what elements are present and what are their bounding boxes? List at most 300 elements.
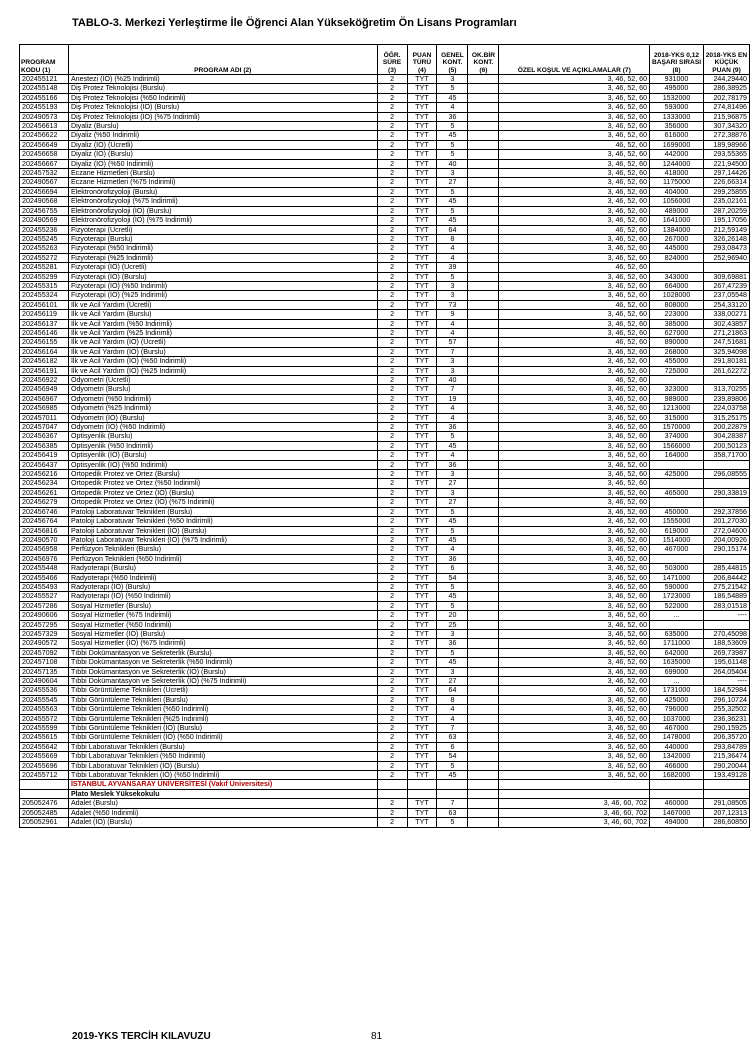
cell-okbir-quota: [468, 84, 499, 93]
cell-general-quota: 19: [437, 394, 468, 403]
cell-score-type: TYT: [407, 733, 437, 742]
cell-conditions: 3, 46, 52, 60: [499, 620, 650, 629]
cell-conditions: 3, 46, 52, 60: [499, 498, 650, 507]
cell-okbir-quota: [468, 686, 499, 695]
cell-program-name: Elektronörofizyoloji (İÖ) (Burslu): [68, 206, 377, 215]
cell-score-type: TYT: [407, 601, 437, 610]
cell-program-code: 202455527: [20, 592, 69, 601]
cell-score-type: TYT: [407, 658, 437, 667]
cell-conditions: 3, 46, 52, 60: [499, 197, 650, 206]
cell-program-code: 202490568: [20, 197, 69, 206]
cell-success-rank: 467000: [650, 545, 704, 554]
cell-min-score: 358,71700: [703, 451, 749, 460]
cell-duration: 2: [377, 178, 407, 187]
table-row: [20, 131, 750, 140]
cell-duration: 2: [377, 761, 407, 770]
university-heading-row: [20, 780, 750, 789]
cell-conditions: 3, 46, 52, 60: [499, 234, 650, 243]
cell-conditions: 3, 46, 52, 60: [499, 771, 650, 780]
cell-duration: 2: [377, 103, 407, 112]
cell-program-code: 202490572: [20, 639, 69, 648]
cell-okbir-quota: [468, 112, 499, 121]
cell-general-quota: 5: [437, 84, 468, 93]
cell-general-quota: 5: [437, 206, 468, 215]
table-row: [20, 667, 750, 676]
cell-conditions: 3, 46, 52, 60: [499, 488, 650, 497]
cell-program-name: Diş Protez Teknolojisi (İÖ) (Burslu): [68, 103, 377, 112]
cell-duration: 2: [377, 818, 407, 827]
cell-conditions: 3, 46, 52, 60: [499, 667, 650, 676]
cell-general-quota: 5: [437, 761, 468, 770]
cell-program-name: İlk ve Acil Yardım (Burslu): [68, 310, 377, 319]
cell-score-type: TYT: [407, 187, 437, 196]
cell-min-score: 186,54889: [703, 592, 749, 601]
cell-program-code: 202457011: [20, 413, 69, 422]
cell-conditions: 3, 46, 52, 60: [499, 131, 650, 140]
cell-duration: 2: [377, 357, 407, 366]
university-heading-blank-cell: [20, 780, 69, 789]
table-row: [20, 206, 750, 215]
cell-program-name: Sosyal Hizmetler (Burslu): [68, 601, 377, 610]
cell-success-rank: 1635000: [650, 658, 704, 667]
cell-duration: 2: [377, 272, 407, 281]
cell-okbir-quota: [468, 554, 499, 563]
cell-program-name: Adalet (İÖ) (Burslu): [68, 818, 377, 827]
cell-score-type: TYT: [407, 705, 437, 714]
cell-program-code: 202456234: [20, 479, 69, 488]
cell-success-rank: 374000: [650, 432, 704, 441]
cell-program-name: Patoloji Laboratuvar Teknikleri (Burslu): [68, 507, 377, 516]
cell-success-rank: 1175000: [650, 178, 704, 187]
cell-min-score: 296,10724: [703, 695, 749, 704]
cell-okbir-quota: [468, 357, 499, 366]
cell-success-rank: 989000: [650, 394, 704, 403]
table-row: [20, 253, 750, 262]
cell-success-rank: 590000: [650, 582, 704, 591]
cell-duration: 2: [377, 197, 407, 206]
cell-program-name: Odyometri (%50 İndirimli): [68, 394, 377, 403]
cell-program-name: Perfüzyon Teknikleri (%50 İndirimli): [68, 554, 377, 563]
cell-success-rank: 664000: [650, 281, 704, 290]
cell-min-score: 299,25855: [703, 187, 749, 196]
cell-general-quota: 3: [437, 291, 468, 300]
cell-success-rank: 442000: [650, 150, 704, 159]
cell-program-code: 202456155: [20, 338, 69, 347]
cell-program-name: Odyometri (İÖ) (Burslu): [68, 413, 377, 422]
cell-okbir-quota: [468, 253, 499, 262]
cell-min-score: 325,94098: [703, 347, 749, 356]
cell-duration: 2: [377, 122, 407, 131]
cell-duration: 2: [377, 291, 407, 300]
cell-score-type: TYT: [407, 366, 437, 375]
cell-duration: 2: [377, 677, 407, 686]
cell-okbir-quota: [468, 648, 499, 657]
cell-okbir-quota: [468, 140, 499, 149]
cell-okbir-quota: [468, 423, 499, 432]
cell-success-rank: 1471000: [650, 573, 704, 582]
cell-program-name: Tıbbi Görüntüleme Teknikleri (Ücretli): [68, 686, 377, 695]
cell-conditions: 3, 46, 52, 60: [499, 470, 650, 479]
cell-program-name: Diş Protez Teknolojisi (İÖ) (%75 İndirimli): [68, 112, 377, 121]
cell-general-quota: 3: [437, 357, 468, 366]
cell-duration: 2: [377, 300, 407, 309]
table-row: [20, 714, 750, 723]
cell-okbir-quota: [468, 517, 499, 526]
cell-okbir-quota: [468, 291, 499, 300]
cell-duration: 2: [377, 460, 407, 469]
cell-program-code: 202457135: [20, 667, 69, 676]
cell-conditions: 3, 46, 52, 60: [499, 216, 650, 225]
table-row: [20, 742, 750, 751]
cell-okbir-quota: [468, 272, 499, 281]
cell-program-name: Sosyal Hizmetler (%75 İndirimli): [68, 611, 377, 620]
cell-program-code: 202455236: [20, 225, 69, 234]
cell-conditions: 3, 46, 52, 60: [499, 159, 650, 168]
cell-program-name: Sosyal Hizmetler (İÖ) (%75 İndirimli): [68, 639, 377, 648]
cell-program-name: Anestezi (İÖ) (%25 İndirimli): [68, 75, 377, 84]
cell-okbir-quota: [468, 206, 499, 215]
cell-program-code: 202456649: [20, 140, 69, 149]
program-table: [19, 44, 750, 828]
cell-success-rank: 1037000: [650, 714, 704, 723]
cell-program-name: Radyoterapi (Burslu): [68, 564, 377, 573]
cell-program-code: 202456755: [20, 206, 69, 215]
cell-conditions: 46, 52, 60: [499, 686, 650, 695]
cell-min-score: 202,78179: [703, 93, 749, 102]
cell-program-code: 202456191: [20, 366, 69, 375]
cell-program-name: Elektronörofizyoloji (Burslu): [68, 187, 377, 196]
cell-min-score: 285,44815: [703, 564, 749, 573]
cell-min-score: 296,08555: [703, 470, 749, 479]
cell-min-score: 244,29440: [703, 75, 749, 84]
cell-min-score: 221,94500: [703, 159, 749, 168]
cell-duration: 2: [377, 582, 407, 591]
cell-duration: 2: [377, 338, 407, 347]
cell-program-name: Radyoterapi (%50 İndirimli): [68, 573, 377, 582]
cell-success-rank: [650, 498, 704, 507]
cell-success-rank: 385000: [650, 319, 704, 328]
cell-program-code: 202455272: [20, 253, 69, 262]
cell-min-score: 267,47239: [703, 281, 749, 290]
cell-duration: 2: [377, 187, 407, 196]
cell-success-rank: 440000: [650, 742, 704, 751]
cell-score-type: TYT: [407, 93, 437, 102]
cell-program-code: 202490567: [20, 178, 69, 187]
cell-success-rank: 1478000: [650, 733, 704, 742]
cell-okbir-quota: [468, 564, 499, 573]
cell-okbir-quota: [468, 498, 499, 507]
cell-program-code: 202456101: [20, 300, 69, 309]
cell-success-rank: 699000: [650, 667, 704, 676]
cell-score-type: TYT: [407, 338, 437, 347]
cell-program-name: Tıbbi Dokümantasyon ve Sekreterlik (İÖ) (%75 İndirimli): [68, 677, 377, 686]
cell-program-code: 202455493: [20, 582, 69, 591]
cell-min-score: 236,36231: [703, 714, 749, 723]
cell-score-type: TYT: [407, 714, 437, 723]
cell-general-quota: 5: [437, 272, 468, 281]
cell-min-score: 254,33120: [703, 300, 749, 309]
cell-general-quota: 4: [437, 244, 468, 253]
cell-min-score: 207,12313: [703, 808, 749, 817]
cell-okbir-quota: [468, 629, 499, 638]
cell-min-score: ----: [703, 611, 749, 620]
cell-okbir-quota: [468, 319, 499, 328]
cell-score-type: TYT: [407, 582, 437, 591]
cell-conditions: 3, 46, 52, 60: [499, 272, 650, 281]
table-row: [20, 272, 750, 281]
cell-general-quota: 25: [437, 620, 468, 629]
cell-program-code: 202456367: [20, 432, 69, 441]
table-row: [20, 470, 750, 479]
cell-duration: 2: [377, 253, 407, 262]
table-row: [20, 705, 750, 714]
cell-okbir-quota: [468, 573, 499, 582]
cell-duration: 2: [377, 84, 407, 93]
cell-general-quota: 57: [437, 338, 468, 347]
cell-general-quota: 5: [437, 601, 468, 610]
cell-general-quota: 45: [437, 216, 468, 225]
cell-score-type: TYT: [407, 319, 437, 328]
cell-program-name: Tıbbi Dokümantasyon ve Sekreterlik (%50 İndirimli): [68, 658, 377, 667]
cell-duration: 2: [377, 479, 407, 488]
cell-min-score: 269,73987: [703, 648, 749, 657]
cell-general-quota: 5: [437, 526, 468, 535]
cell-score-type: TYT: [407, 498, 437, 507]
cell-score-type: TYT: [407, 225, 437, 234]
cell-min-score: [703, 460, 749, 469]
table-row: [20, 413, 750, 422]
cell-duration: 2: [377, 112, 407, 121]
cell-conditions: 3, 46, 52, 60: [499, 724, 650, 733]
cell-program-code: 202490604: [20, 677, 69, 686]
table-row: [20, 498, 750, 507]
cell-general-quota: 5: [437, 140, 468, 149]
cell-score-type: TYT: [407, 554, 437, 563]
cell-min-score: 239,89806: [703, 394, 749, 403]
cell-program-name: Tıbbi Dokümantasyon ve Sekreterlik (Burslu): [68, 648, 377, 657]
cell-program-code: 202455642: [20, 742, 69, 751]
cell-okbir-quota: [468, 488, 499, 497]
cell-success-rank: 1333000: [650, 112, 704, 121]
cell-program-name: Diyaliz (İÖ) (Ücretli): [68, 140, 377, 149]
cell-general-quota: 63: [437, 733, 468, 742]
table-row: [20, 724, 750, 733]
cell-success-rank: 1384000: [650, 225, 704, 234]
cell-min-score: 290,15925: [703, 724, 749, 733]
cell-program-name: Tıbbi Görüntüleme Teknikleri (Burslu): [68, 695, 377, 704]
cell-min-score: 193,49128: [703, 771, 749, 780]
cell-program-code: 202490606: [20, 611, 69, 620]
cell-min-score: 286,38925: [703, 84, 749, 93]
cell-score-type: TYT: [407, 122, 437, 131]
cell-program-code: 202457532: [20, 169, 69, 178]
cell-conditions: 3, 46, 52, 60: [499, 658, 650, 667]
cell-program-name: Diyaliz (İÖ) (%50 İndirimli): [68, 159, 377, 168]
table-row: [20, 376, 750, 385]
table-row: [20, 159, 750, 168]
table-row: [20, 225, 750, 234]
cell-program-name: Fizyoterapi (%50 İndirimli): [68, 244, 377, 253]
cell-program-code: 202456216: [20, 470, 69, 479]
table-row: [20, 75, 750, 84]
cell-okbir-quota: [468, 338, 499, 347]
cell-duration: 2: [377, 545, 407, 554]
cell-conditions: 3, 46, 52, 60: [499, 752, 650, 761]
cell-success-rank: 593000: [650, 103, 704, 112]
cell-success-rank: 425000: [650, 470, 704, 479]
cell-min-score: 293,55365: [703, 150, 749, 159]
cell-okbir-quota: [468, 526, 499, 535]
cell-duration: 2: [377, 629, 407, 638]
cell-conditions: 3, 46, 52, 60: [499, 545, 650, 554]
table-row: [20, 385, 750, 394]
cell-conditions: 3, 46, 52, 60: [499, 761, 650, 770]
cell-program-code: 202455121: [20, 75, 69, 84]
cell-okbir-quota: [468, 470, 499, 479]
cell-duration: 2: [377, 404, 407, 413]
cell-okbir-quota: [468, 601, 499, 610]
cell-okbir-quota: [468, 714, 499, 723]
cell-program-name: Tıbbi Laboratuvar Teknikleri (İÖ) (%50 İndirimli): [68, 771, 377, 780]
cell-program-code: 202456613: [20, 122, 69, 131]
cell-okbir-quota: [468, 75, 499, 84]
cell-min-score: 307,34320: [703, 122, 749, 131]
cell-score-type: TYT: [407, 592, 437, 601]
cell-okbir-quota: [468, 225, 499, 234]
cell-program-name: Elektronörofizyoloji (İÖ) (%75 İndirimli): [68, 216, 377, 225]
cell-min-score: 290,15174: [703, 545, 749, 554]
cell-program-name: Tıbbi Laboratuvar Teknikleri (%50 İndirimli): [68, 752, 377, 761]
cell-success-rank: 1641000: [650, 216, 704, 225]
cell-okbir-quota: [468, 742, 499, 751]
cell-success-rank: [650, 620, 704, 629]
cell-success-rank: ...: [650, 611, 704, 620]
cell-program-code: 202456922: [20, 376, 69, 385]
header-program-name: PROGRAM ADI (2): [68, 45, 377, 75]
cell-general-quota: 36: [437, 639, 468, 648]
table-row: [20, 300, 750, 309]
cell-min-score: 224,03758: [703, 404, 749, 413]
cell-conditions: 3, 46, 52, 60: [499, 479, 650, 488]
cell-conditions: 3, 46, 52, 60: [499, 451, 650, 460]
table-row: [20, 601, 750, 610]
cell-conditions: 3, 46, 52, 60: [499, 394, 650, 403]
cell-okbir-quota: [468, 347, 499, 356]
cell-min-score: 189,98966: [703, 140, 749, 149]
cell-duration: 2: [377, 488, 407, 497]
cell-okbir-quota: [468, 451, 499, 460]
cell-duration: 2: [377, 733, 407, 742]
cell-success-rank: 1711000: [650, 639, 704, 648]
cell-success-rank: 1514000: [650, 535, 704, 544]
cell-program-code: 202456985: [20, 404, 69, 413]
table-row: [20, 695, 750, 704]
cell-duration: 2: [377, 639, 407, 648]
cell-duration: 2: [377, 394, 407, 403]
cell-score-type: TYT: [407, 178, 437, 187]
cell-min-score: 235,02161: [703, 197, 749, 206]
cell-success-rank: 1213000: [650, 404, 704, 413]
table-row: [20, 808, 750, 817]
school-heading-blank-cell: [407, 789, 437, 798]
cell-general-quota: 45: [437, 592, 468, 601]
cell-general-quota: 45: [437, 517, 468, 526]
cell-duration: 2: [377, 535, 407, 544]
cell-program-name: İlk ve Acil Yardım (İÖ) (Ücretli): [68, 338, 377, 347]
cell-score-type: TYT: [407, 404, 437, 413]
cell-duration: 2: [377, 281, 407, 290]
cell-success-rank: 808000: [650, 300, 704, 309]
cell-success-rank: ...: [650, 677, 704, 686]
cell-conditions: 3, 46, 52, 60: [499, 742, 650, 751]
cell-okbir-quota: [468, 216, 499, 225]
cell-general-quota: 3: [437, 629, 468, 638]
header-score-type: PUAN TÜRÜ (4): [407, 45, 437, 75]
cell-general-quota: 7: [437, 724, 468, 733]
cell-conditions: 3, 46, 52, 60: [499, 253, 650, 262]
cell-conditions: 46, 52, 60: [499, 263, 650, 272]
cell-conditions: 3, 46, 52, 60: [499, 695, 650, 704]
cell-success-rank: 635000: [650, 629, 704, 638]
cell-success-rank: 890000: [650, 338, 704, 347]
cell-min-score: [703, 479, 749, 488]
cell-program-code: 205052961: [20, 818, 69, 827]
cell-duration: 2: [377, 328, 407, 337]
cell-program-name: İlk ve Acil Yardım (Ücretli): [68, 300, 377, 309]
cell-okbir-quota: [468, 187, 499, 196]
cell-conditions: 3, 46, 52, 60: [499, 535, 650, 544]
cell-score-type: TYT: [407, 677, 437, 686]
cell-conditions: 3, 46, 52, 60: [499, 112, 650, 121]
cell-score-type: TYT: [407, 799, 437, 808]
cell-general-quota: 5: [437, 122, 468, 131]
cell-score-type: TYT: [407, 752, 437, 761]
table-row: [20, 103, 750, 112]
cell-conditions: 3, 46, 52, 60: [499, 75, 650, 84]
cell-success-rank: 267000: [650, 234, 704, 243]
cell-general-quota: 27: [437, 479, 468, 488]
cell-conditions: 3, 46, 52, 60: [499, 582, 650, 591]
cell-duration: 2: [377, 498, 407, 507]
cell-conditions: 3, 46, 60, 702: [499, 799, 650, 808]
cell-min-score: 302,43857: [703, 319, 749, 328]
cell-program-name: Optisyenlik (Burslu): [68, 432, 377, 441]
cell-general-quota: 7: [437, 799, 468, 808]
header-program-code: PROGRAM KODU (1): [20, 45, 69, 75]
cell-program-code: 202455545: [20, 695, 69, 704]
cell-program-name: Eczane Hizmetleri (Burslu): [68, 169, 377, 178]
cell-program-name: Ortopedik Protez ve Ortez (Burslu): [68, 470, 377, 479]
cell-success-rank: 824000: [650, 253, 704, 262]
cell-duration: 2: [377, 554, 407, 563]
cell-program-code: 202455669: [20, 752, 69, 761]
table-row: [20, 573, 750, 582]
school-heading-blank-cell: [377, 789, 407, 798]
cell-general-quota: 54: [437, 573, 468, 582]
cell-success-rank: [650, 263, 704, 272]
cell-min-score: 206,84442: [703, 573, 749, 582]
cell-program-code: 202455572: [20, 714, 69, 723]
cell-success-rank: [650, 376, 704, 385]
cell-conditions: 3, 46, 52, 60: [499, 601, 650, 610]
cell-general-quota: 39: [437, 263, 468, 272]
cell-success-rank: 1342000: [650, 752, 704, 761]
cell-program-code: 202455615: [20, 733, 69, 742]
cell-program-name: İlk ve Acil Yardım (İÖ) (%25 İndirimli): [68, 366, 377, 375]
cell-program-code: 202455466: [20, 573, 69, 582]
cell-general-quota: 5: [437, 818, 468, 827]
cell-okbir-quota: [468, 799, 499, 808]
